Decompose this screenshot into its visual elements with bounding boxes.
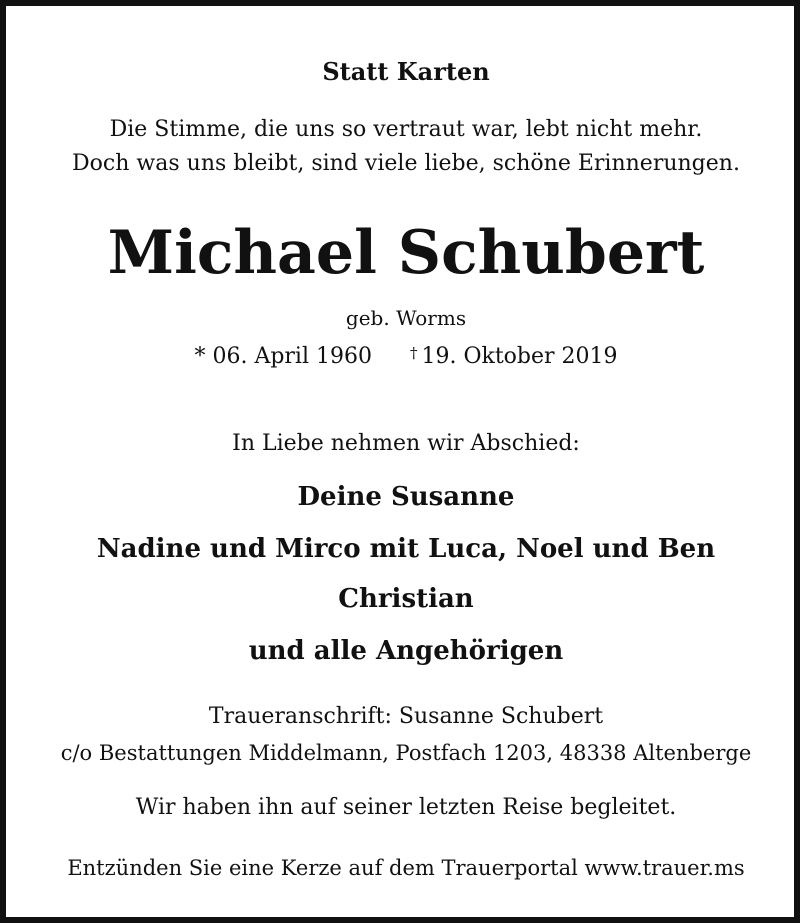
mourner-line: und alle Angehörigen [248,636,564,666]
deceased-name: Michael Schubert [107,218,705,288]
life-dates [6,346,800,368]
born-name: geb. Worms [345,306,467,330]
mourner-line: Christian [338,584,474,614]
verse-line-1: Die Stimme, die uns so vertraut war, lebt nicht mehr. [109,117,703,142]
mourning-address-line-2: c/o Bestattungen Middelmann, Postfach 1203, 48338 Altenberge [60,741,752,765]
memorial-portal-note: Entzünden Sie eine Kerze auf dem Trauerportal www.trauer.ms [67,856,745,880]
accompanied-note: Wir haben ihn auf seiner letzten Reise begleitet. [135,795,677,820]
death-date: 19. Oktober 2019 [421,344,618,369]
cross-icon: † [409,344,418,362]
mourning-address-line-1: Traueranschrift: Susanne Schubert [208,704,604,729]
mourner-line: Deine Susanne [297,482,515,512]
verse-line-2: Doch was uns bleibt, sind viele liebe, schöne Erinnerungen. [72,151,740,176]
mourner-line: Nadine und Mirco mit Luca, Noel und Ben [96,534,716,564]
birth-date: * 06. April 1960 [194,344,372,369]
notice-header: Statt Karten [322,57,490,86]
farewell-intro: In Liebe nehmen wir Abschied: [232,431,580,456]
